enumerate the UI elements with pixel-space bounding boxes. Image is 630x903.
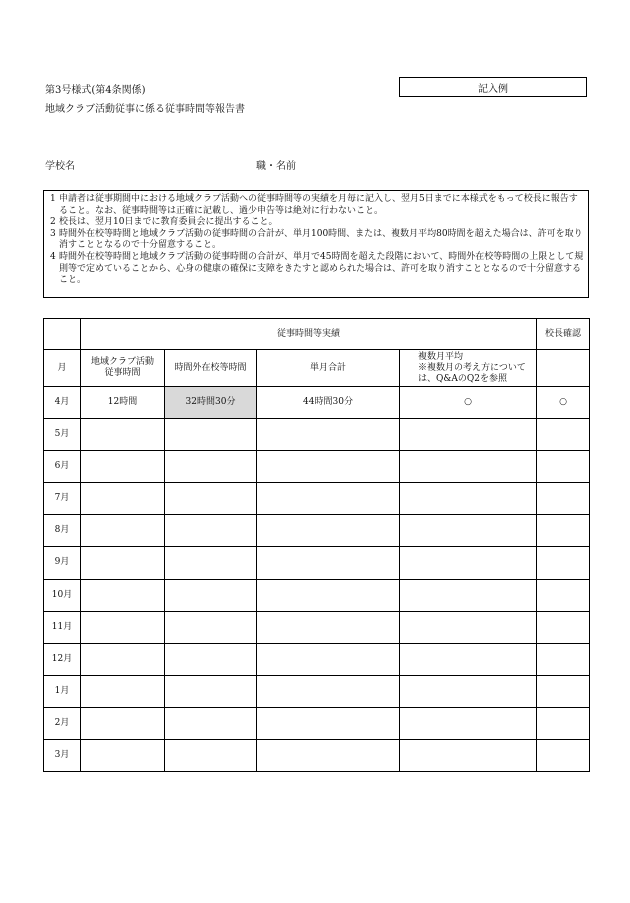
overtime-header: 時間外在校等時間 — [165, 350, 257, 387]
instruction-item — [50, 217, 584, 229]
club-hours-cell[interactable] — [81, 579, 165, 611]
overtime-cell[interactable]: 32時間30分 — [165, 387, 257, 419]
principal-confirm-cell[interactable]: ○ — [537, 387, 590, 419]
overtime-cell[interactable] — [165, 483, 257, 515]
monthly-total-cell[interactable] — [257, 515, 400, 547]
principal-confirm-cell[interactable] — [537, 611, 590, 643]
example-label-box — [399, 77, 587, 97]
principal-confirm-cell[interactable] — [537, 707, 590, 739]
instruction-text: 時間外在校等時間と地域クラブ活動の従事時間の合計が、単月100時間、または、複数月平均80時間を超えた場合は、許可を取り消すこととなるので十分留意すること。 — [59, 228, 583, 251]
instruction-item — [50, 252, 584, 287]
multi-month-average-cell[interactable]: ○ — [400, 387, 537, 419]
table-column-header-row — [44, 350, 590, 387]
month-cell: 3月 — [44, 739, 81, 771]
principal-confirm-cell[interactable] — [537, 419, 590, 451]
multi-month-average-cell[interactable] — [400, 419, 537, 451]
multi-month-average-cell[interactable] — [400, 547, 537, 579]
overtime-cell[interactable] — [165, 675, 257, 707]
document-title: 地域クラブ活動従事に係る従事時間等報告書 — [45, 104, 245, 115]
school-name-label: 学校名 — [45, 161, 75, 172]
instruction-item — [50, 194, 584, 217]
overtime-cell[interactable] — [165, 515, 257, 547]
table-row — [44, 643, 590, 675]
club-hours-cell[interactable] — [81, 739, 165, 771]
table-group-header-row — [44, 319, 590, 350]
multi-month-average-cell[interactable] — [400, 643, 537, 675]
month-cell: 5月 — [44, 419, 81, 451]
principal-confirm-cell[interactable] — [537, 739, 590, 771]
multi-month-average-cell[interactable] — [400, 675, 537, 707]
monthly-total-cell[interactable] — [257, 483, 400, 515]
table-row — [44, 579, 590, 611]
monthly-total-cell[interactable] — [257, 707, 400, 739]
overtime-cell[interactable] — [165, 643, 257, 675]
work-record-group-header: 従事時間等実績 — [81, 319, 537, 350]
principal-confirm-cell[interactable] — [537, 643, 590, 675]
month-cell: 8月 — [44, 515, 81, 547]
club-hours-cell[interactable] — [81, 643, 165, 675]
club-hours-cell[interactable] — [81, 547, 165, 579]
principal-confirm-header: 校長確認 — [537, 319, 590, 350]
monthly-total-cell[interactable] — [257, 451, 400, 483]
table-row — [44, 387, 590, 419]
multi-month-average-cell[interactable] — [400, 707, 537, 739]
table-row — [44, 739, 590, 771]
month-cell: 1月 — [44, 675, 81, 707]
instruction-text: 申請者は従事期間中における地域クラブ活動への従事時間等の実績を月毎に記入し、翌月5日までに本様式をもって校長に報告すること。なお、従事時間等は正確に記載し、過少申告等は絶対に行わないこと。 — [59, 194, 578, 216]
monthly-total-header: 単月合計 — [257, 350, 400, 387]
club-hours-cell[interactable] — [81, 515, 165, 547]
principal-confirm-cell[interactable] — [537, 547, 590, 579]
multi-month-average-header: 複数月平均 ※複数月の考え方については、Q&AのQ2を参照 — [400, 350, 537, 387]
monthly-total-cell[interactable] — [257, 643, 400, 675]
hours-report-table — [43, 318, 590, 772]
monthly-total-cell[interactable] — [257, 675, 400, 707]
monthly-total-cell[interactable] — [257, 739, 400, 771]
multi-month-average-cell[interactable] — [400, 515, 537, 547]
club-hours-cell[interactable] — [81, 611, 165, 643]
monthly-total-cell[interactable]: 44時間30分 — [257, 387, 400, 419]
position-name-label: 職・名前 — [256, 161, 296, 172]
principal-confirm-cell[interactable] — [537, 579, 590, 611]
overtime-cell[interactable] — [165, 547, 257, 579]
table-row — [44, 675, 590, 707]
club-hours-cell[interactable] — [81, 451, 165, 483]
monthly-total-cell[interactable] — [257, 419, 400, 451]
club-hours-header: 地域クラブ活動 従事時間 — [81, 350, 165, 387]
overtime-cell[interactable] — [165, 419, 257, 451]
multi-month-average-cell[interactable] — [400, 579, 537, 611]
monthly-total-cell[interactable] — [257, 547, 400, 579]
table-row — [44, 707, 590, 739]
instruction-item — [50, 229, 584, 252]
monthly-total-cell[interactable] — [257, 579, 400, 611]
club-hours-cell[interactable] — [81, 675, 165, 707]
instruction-text: 時間外在校等時間と地域クラブ活動の従事時間の合計が、単月で45時間を超えた段階において、時間外在校等時間の上限として規則等で定めていることから、心身の健康の確保に支障をきたすと認められた場合は、許可を取り消すこととなるので十分留意すること。 — [59, 251, 584, 286]
blank-corner-cell — [44, 319, 81, 350]
club-hours-cell[interactable]: 12時間 — [81, 387, 165, 419]
form-number: 第3号様式(第4条関係) — [45, 85, 146, 96]
month-cell: 2月 — [44, 707, 81, 739]
table-row — [44, 451, 590, 483]
month-cell: 4月 — [44, 387, 81, 419]
month-cell: 11月 — [44, 611, 81, 643]
principal-confirm-cell[interactable] — [537, 675, 590, 707]
table-row — [44, 515, 590, 547]
table-row — [44, 611, 590, 643]
club-hours-cell[interactable] — [81, 483, 165, 515]
overtime-cell[interactable] — [165, 707, 257, 739]
principal-confirm-cell[interactable] — [537, 451, 590, 483]
instruction-number: 3 — [50, 228, 56, 239]
example-label: 記入例 — [478, 83, 508, 95]
monthly-total-cell[interactable] — [257, 611, 400, 643]
instruction-number: 2 — [50, 217, 56, 228]
multi-month-average-cell[interactable] — [400, 451, 537, 483]
multi-month-average-cell[interactable] — [400, 739, 537, 771]
month-cell: 6月 — [44, 451, 81, 483]
multi-month-average-cell[interactable] — [400, 483, 537, 515]
table-row — [44, 483, 590, 515]
table-row — [44, 547, 590, 579]
multi-month-average-cell[interactable] — [400, 611, 537, 643]
table-row — [44, 419, 590, 451]
month-cell: 9月 — [44, 547, 81, 579]
month-header: 月 — [44, 350, 81, 387]
principal-blank-header — [537, 350, 590, 387]
overtime-cell[interactable] — [165, 739, 257, 771]
instruction-text: 校長は、翌月10日までに教育委員会に提出すること。 — [59, 217, 278, 228]
instruction-number: 1 — [50, 194, 56, 204]
club-hours-cell[interactable] — [81, 419, 165, 451]
overtime-cell[interactable] — [165, 611, 257, 643]
overtime-cell[interactable] — [165, 451, 257, 483]
club-hours-cell[interactable] — [81, 707, 165, 739]
instructions-box — [43, 190, 589, 298]
month-cell: 7月 — [44, 483, 81, 515]
instruction-number: 4 — [50, 251, 56, 262]
month-cell: 12月 — [44, 643, 81, 675]
overtime-cell[interactable] — [165, 579, 257, 611]
principal-confirm-cell[interactable] — [537, 483, 590, 515]
principal-confirm-cell[interactable] — [537, 515, 590, 547]
month-cell: 10月 — [44, 579, 81, 611]
